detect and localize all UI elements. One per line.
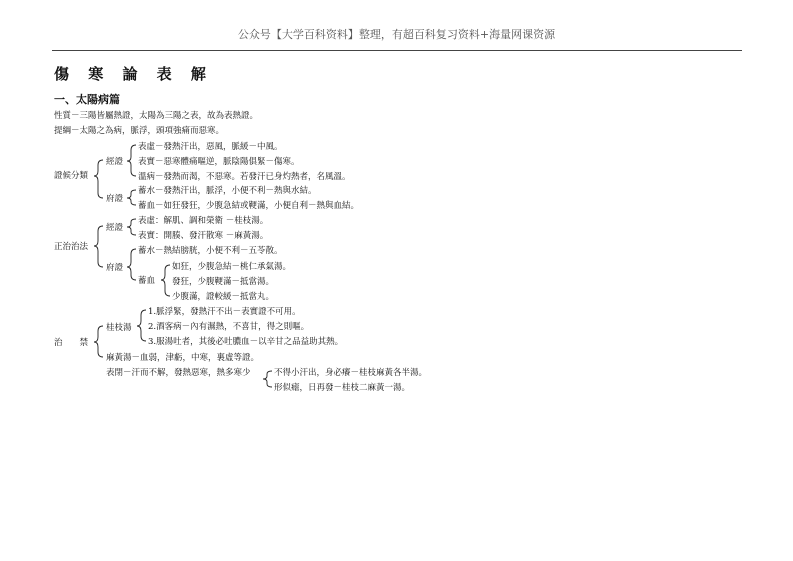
treatment-method-label: 正治治法: [54, 242, 89, 252]
syndrome-channel-item: 溫病－發熱而渴，不惡寒。若發汗已身灼熱者，名風溫。: [138, 172, 351, 182]
brace-treatment-organ: [127, 249, 136, 280]
guizhi-decoction-label: 桂枝湯: [106, 323, 132, 333]
document-title: 傷 寒 論 表 解: [54, 65, 213, 83]
brace-treatment-channel: [127, 219, 136, 235]
syndrome-channel-item: 表實－惡寒體痛嘔逆，脈陰陽俱緊－傷寒。: [138, 157, 300, 167]
page-header-note: 公众号【大学百科资料】整理，有超百科复习资料+海量网课资源: [237, 28, 556, 41]
guizhi-contraindication-item: 3.服湯吐者，其後必吐膿血－以辛甘之品益助其熱。: [148, 337, 344, 347]
mahuang-contraindication: 麻黃湯－血弱，津虧，中寒，裏虛等證。: [106, 353, 260, 363]
brace-guizhi: [137, 310, 146, 341]
treatment-water-retention: 蓄水－熱結膀胱，小便不利－五苓散。: [138, 246, 283, 256]
syndrome-channel-item: 表虛－發熱汗出，惡風，脈緩－中風。: [138, 142, 283, 152]
brace-contraindication: [94, 326, 103, 357]
brace-syndrome-channel: [127, 145, 136, 176]
treatment-organ-label: 府證: [106, 263, 124, 273]
section-heading: 一、太陽病篇: [54, 93, 120, 106]
treatment-blood-item: 少腹滿，證較緩－抵當丸。: [172, 292, 275, 302]
guizhi-contraindication-item: 2.酒客病－內有濕熱，不喜甘，得之則嘔。: [148, 322, 310, 332]
brace-treatment-method: [94, 226, 103, 267]
nature-line: 性質－三陽皆屬熱證，太陽為三陽之表，故為表熱證。: [54, 111, 259, 121]
treatment-channel-item: 表虛：解肌、調和榮衛 －桂枝湯。: [138, 216, 269, 226]
exterior-blockage-item: 形似瘧，日再發－桂枝二麻黃一湯。: [274, 383, 411, 393]
outline-line: 提綱－太陽之為病，脈浮，頭項強痛而惡寒。: [54, 126, 225, 136]
exterior-blockage-item: 不得小汗出，身必癢－桂枝麻黃各半湯。: [274, 368, 428, 378]
treatment-blood-retention-label: 蓄血: [138, 276, 156, 286]
exterior-blockage-lead: 表閉－汗而不解，發熱惡寒，熱多寒少: [106, 368, 251, 378]
header-divider: [52, 50, 742, 51]
brace-syndrome-classification: [94, 160, 103, 198]
syndrome-organ-item: 蓄水－發熱汗出，脈浮，小便不利－熱與水結。: [138, 186, 317, 196]
treatment-channel-item: 表實：開腠、發汗散寒 －麻黃湯。: [138, 231, 269, 241]
guizhi-contraindication-item: 1.脈浮緊，發熱汗不出－表實證不可用。: [148, 307, 301, 317]
syndrome-classification-label: 證候分類: [54, 171, 89, 181]
treatment-blood-item: 發狂，少腹鞕滿－抵當湯。: [172, 277, 275, 287]
syndrome-organ-label: 府證: [106, 194, 124, 204]
treatment-channel-label: 經證: [106, 223, 124, 233]
brace-blood-retention: [161, 265, 170, 296]
treatment-blood-item: 如狂，少腹急結－桃仁承氣湯。: [172, 262, 292, 272]
syndrome-channel-label: 經證: [106, 157, 124, 167]
syndrome-organ-item: 蓄血－如狂發狂，少腹急結或鞕滿，小便自利－熱與血結。: [138, 201, 360, 211]
contraindication-label: 治 禁: [54, 338, 89, 348]
brace-syndrome-organ: [127, 190, 136, 205]
brace-exterior-blockage: [263, 371, 272, 387]
